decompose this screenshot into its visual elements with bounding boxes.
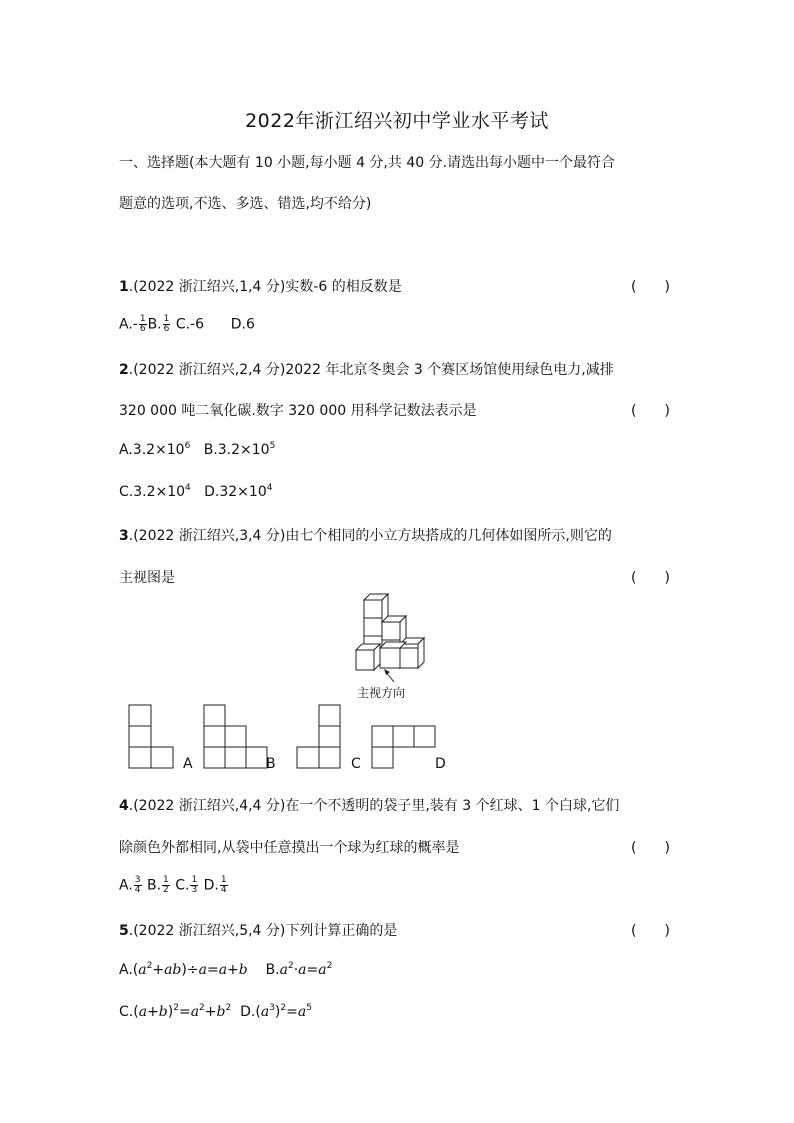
- var: a: [298, 962, 307, 978]
- question-3-stem-line2: 主视图是: [119, 570, 175, 586]
- exponent: 2: [146, 961, 153, 971]
- var: b: [158, 1004, 168, 1020]
- question-text: .(2022 浙江绍兴,3,4 分)由七个相同的小立方块搭成的几何体如图所示,则它的: [128, 528, 612, 544]
- option-d: D.32×10: [204, 484, 267, 500]
- section-heading-line1: 一、选择题(本大题有 10 小题,每小题 4 分,共 40 分.请选出每小题中一个最符合: [119, 155, 616, 171]
- option-b-prefix: B.: [147, 316, 162, 333]
- numerator: 1: [139, 314, 146, 324]
- exponent: 6: [184, 441, 191, 451]
- var: a: [260, 1004, 270, 1020]
- question-1-options: [119, 315, 255, 334]
- figure-caption: 主视方向: [357, 686, 406, 700]
- option-a: A.3.2×10: [119, 442, 185, 458]
- text: ): [274, 1004, 281, 1020]
- exponent: 5: [269, 441, 276, 451]
- numerator: 1: [191, 875, 198, 885]
- question-4-options: [119, 876, 229, 895]
- question-5-stem: [119, 920, 397, 940]
- question-number: 2: [119, 362, 129, 378]
- denominator: 4: [220, 885, 227, 895]
- question-3-stem-line1: [119, 525, 612, 545]
- exponent: 4: [185, 483, 191, 493]
- question-text: .(2022 浙江绍兴,4,4 分)在一个不透明的袋子里,装有 3 个红球、1 个白球,它们: [128, 798, 620, 814]
- exponent: 2: [280, 1003, 287, 1013]
- var: a: [190, 1004, 200, 1020]
- denominator: 4: [134, 885, 141, 895]
- denominator: 6: [163, 324, 170, 334]
- answer-parentheses: ( ): [631, 279, 670, 295]
- text: A.(: [119, 962, 139, 978]
- question-number: 4: [119, 798, 129, 814]
- question-2-options-row2: [119, 484, 272, 500]
- text: +: [227, 962, 239, 978]
- option-a-label: A: [183, 756, 193, 772]
- text: )÷: [181, 962, 199, 978]
- var: a: [138, 1004, 148, 1020]
- numerator: 1: [163, 875, 169, 885]
- option-d-label: D: [435, 756, 446, 772]
- var: a: [318, 962, 327, 978]
- option-d-fraction: [220, 876, 228, 895]
- text: =: [286, 1004, 298, 1020]
- option-d-front-view: [371, 725, 437, 771]
- text: =: [178, 1004, 191, 1020]
- text: ): [167, 1004, 174, 1020]
- question-2-stem-line2: 320 000 吨二氧化碳.数字 320 000 用科学记数法表示是: [119, 403, 477, 419]
- answer-parentheses: ( ): [631, 403, 670, 419]
- option-c: C.-6: [175, 316, 205, 333]
- option-a-prefix: A.: [119, 877, 133, 894]
- option-a-front-view: [128, 704, 174, 770]
- var: b: [238, 962, 248, 978]
- var: a: [279, 962, 288, 978]
- var: b: [216, 1004, 226, 1020]
- numerator: 1: [163, 314, 170, 324]
- option-c-prefix: C.: [175, 877, 190, 894]
- question-4-stem-line1: [119, 795, 619, 815]
- question-number: 1: [119, 279, 129, 295]
- option-c-label: C: [351, 756, 361, 772]
- option-b-label: B: [266, 756, 276, 772]
- exponent: 4: [266, 483, 273, 493]
- option-c-fraction: [190, 876, 198, 895]
- text: C.(: [119, 1004, 139, 1020]
- question-text: .(2022 浙江绍兴,5,4 分)下列计算正确的是: [128, 923, 398, 939]
- var: a: [198, 962, 207, 978]
- numerator: 3: [134, 875, 141, 885]
- option-a-prefix: A.-: [119, 316, 138, 333]
- text: B.: [265, 962, 280, 978]
- text: +: [147, 1004, 159, 1020]
- option-d: D.6: [230, 316, 255, 333]
- option-b-prefix: B.: [146, 877, 162, 894]
- exponent: 3: [269, 1003, 275, 1013]
- option-d: [240, 1004, 312, 1020]
- section-heading-line2: 题意的选项,不选、多选、错选,均不给分): [119, 196, 372, 212]
- answer-parentheses: ( ): [631, 923, 670, 939]
- numerator: 1: [220, 875, 227, 885]
- exponent: 5: [306, 1003, 312, 1013]
- option-c: [119, 1004, 231, 1020]
- option-b-fraction: [162, 876, 170, 895]
- option-a-fraction: [139, 315, 147, 334]
- exponent: 2: [173, 1003, 179, 1013]
- text: +: [204, 1004, 217, 1020]
- exponent: 2: [326, 961, 333, 971]
- question-5-options-row1: [119, 962, 332, 978]
- text: ·: [293, 962, 299, 978]
- option-c-front-view: [296, 704, 342, 770]
- exponent: 2: [287, 961, 294, 971]
- question-number: 3: [119, 528, 129, 544]
- var: a: [297, 1004, 307, 1020]
- denominator: 3: [191, 885, 198, 895]
- question-5-options-row2: [119, 1004, 312, 1020]
- var: a: [218, 962, 228, 978]
- option-d-prefix: D.: [203, 877, 219, 894]
- var: a: [138, 962, 147, 978]
- option-b-fraction: [163, 315, 171, 334]
- option-c: C.3.2×10: [119, 484, 186, 500]
- option-b: B.3.2×10: [203, 442, 270, 458]
- question-4-stem-line2: 除颜色外都相同,从袋中任意摸出一个球为红球的概率是: [119, 840, 460, 856]
- cube-stack-figure: [350, 592, 440, 678]
- denominator: 6: [139, 324, 146, 334]
- answer-parentheses: ( ): [631, 570, 670, 586]
- question-2-stem-line1: [119, 359, 614, 379]
- option-b: [266, 962, 333, 978]
- answer-parentheses: ( ): [631, 840, 670, 856]
- var: ab: [164, 962, 182, 978]
- text: =: [306, 962, 319, 978]
- question-text: .(2022 浙江绍兴,2,4 分)2022 年北京冬奥会 3 个赛区场馆使用绿色电力,减排: [128, 362, 614, 378]
- text: +: [152, 962, 165, 978]
- text: D.(: [240, 1004, 261, 1020]
- question-2-options-row1: [119, 442, 275, 458]
- question-1-stem: [119, 276, 402, 296]
- option-b-front-view: [203, 704, 269, 770]
- page-title: 2022年浙江绍兴初中学业水平考试: [245, 110, 549, 132]
- option-a-fraction: [134, 876, 142, 895]
- question-number: 5: [119, 923, 129, 939]
- exponent: 2: [199, 1003, 205, 1013]
- option-a: [119, 962, 248, 978]
- exponent: 2: [225, 1003, 232, 1013]
- question-text: .(2022 浙江绍兴,1,4 分)实数-6 的相反数是: [128, 279, 402, 295]
- denominator: 2: [163, 885, 169, 895]
- text: =: [206, 962, 219, 978]
